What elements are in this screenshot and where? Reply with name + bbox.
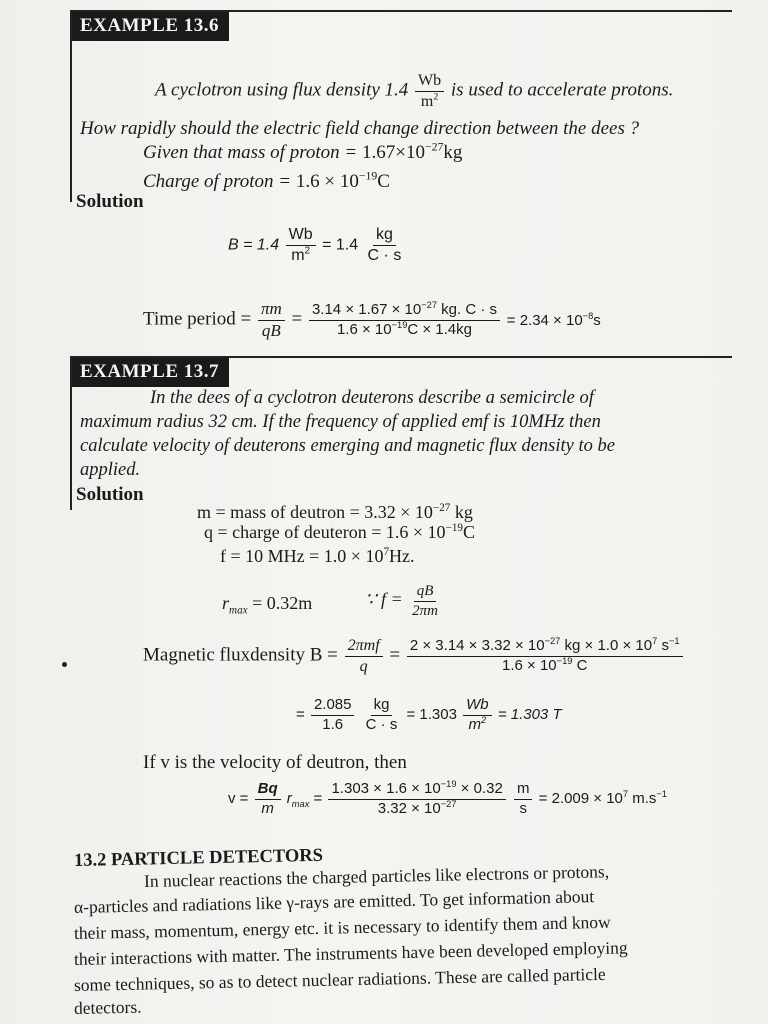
frequency-formula: ∵ f = $\frac{qB}{2\pi m}$ <box>365 583 438 619</box>
example-13-7-box <box>70 356 732 510</box>
time-period-calculation: Time period = $\frac{\pi m}{qB}$ = $\frac{3.14 \times 1.67 \times 10^{-27} kg. C \cdot s}{1.6 \times 10^{-19}C \times 1.4kg}$ = $2.34 \times 10^{-8}s$ <box>143 299 601 340</box>
example-13-7-question-line3: calculate velocity of deuterons emerging and magnetic flux density to be <box>80 436 615 456</box>
example-13-7-question-line2: maximum radius 32 cm. If the frequency of applied emf is 10MHz then <box>80 412 601 432</box>
magnetic-flux-result: = $\frac{2.085}{1.6}$ $\frac{kg}{C \cdot s}$ = 1.303 $\frac{Wb}{m^2}$ = 1.303 T <box>296 696 562 733</box>
b-calculation: B = 1.4 $\frac{Wb}{m^2}$ = 1.4 $\frac{kg}{C \cdot s}$ <box>228 226 402 264</box>
example-13-6-question-line1: A cyclotron using flux density 1.4 $\frac{Wb}{m^2}$ is used to accelerate protons. <box>155 72 674 110</box>
velocity-intro: If v is the velocity of deutron, then <box>143 752 407 773</box>
example-13-6-solution-heading: Solution <box>76 191 144 212</box>
example-13-7-question-line4: applied. <box>80 460 141 480</box>
example-13-6-tag: EXAMPLE 13.6 <box>72 12 229 41</box>
section-paragraph-line4: their interactions with matter. The instruments have been developed employing <box>73 937 628 969</box>
section-paragraph-line1: In nuclear reactions the charged particles like electrons or protons, <box>143 861 610 891</box>
rmax-value: $r_{max} = 0.32m$ <box>222 593 313 617</box>
mass-definition: m = mass of deutron = $3.32 \times 10^{-27}$ kg <box>197 502 473 522</box>
section-paragraph-line5: some techniques, so as to detect nuclear radiations. These are called particle <box>73 963 606 995</box>
example-13-7-question-line1: In the dees of a cyclotron deuterons describe a semicircle of <box>150 388 594 408</box>
frequency-definition: f = 10 MHz = $1.0 \times 10^7Hz$. <box>220 546 415 566</box>
charge-definition: q = charge of deuteron = $1.6 \times 10^{-19}C$ <box>204 522 476 542</box>
section-heading: 13.2 PARTICLE DETECTORS <box>73 845 324 871</box>
example-13-7-tag: EXAMPLE 13.7 <box>72 358 229 387</box>
example-13-7-solution-heading: Solution <box>76 484 144 505</box>
section-paragraph-line6: detectors. <box>73 996 142 1018</box>
velocity-calculation: v = $\frac{Bq}{m}$ $r_{max}$ = $\frac{1.303 \times 1.6 \times 10^{-19} \times 0.32}{3.32 \times 10^{-27}}$ $\frac{m}{s}$ = $2.009 \times 10^7$ $m.s^{-1}$ <box>228 779 668 817</box>
margin-dot <box>62 662 67 667</box>
magnetic-flux-calculation: Magnetic fluxdensity B = $\frac{\text{2πmf}}{q}$ = $\frac{2 \times 3.14 \times 3.32 \times 10^{-27} kg \times 1.0 \times 10^7 s^{-1}}{1.6 \times 10^{-19} C}$ <box>143 637 685 675</box>
given-charge: Charge of proton = $1.6 \times 10^{-19}C$ <box>143 169 390 192</box>
section-paragraph-line3: their mass, momentum, energy etc. it is necessary to identify them and know <box>73 911 611 943</box>
example-13-6-question-line2: How rapidly should the electric field change direction between the dees ? <box>80 118 640 139</box>
given-mass: Given that mass of proton = $1.67\times 10^{-27}kg$ <box>143 140 463 163</box>
section-paragraph-line2: α-particles and radiations like γ-rays are emitted. To get information about <box>73 886 595 917</box>
